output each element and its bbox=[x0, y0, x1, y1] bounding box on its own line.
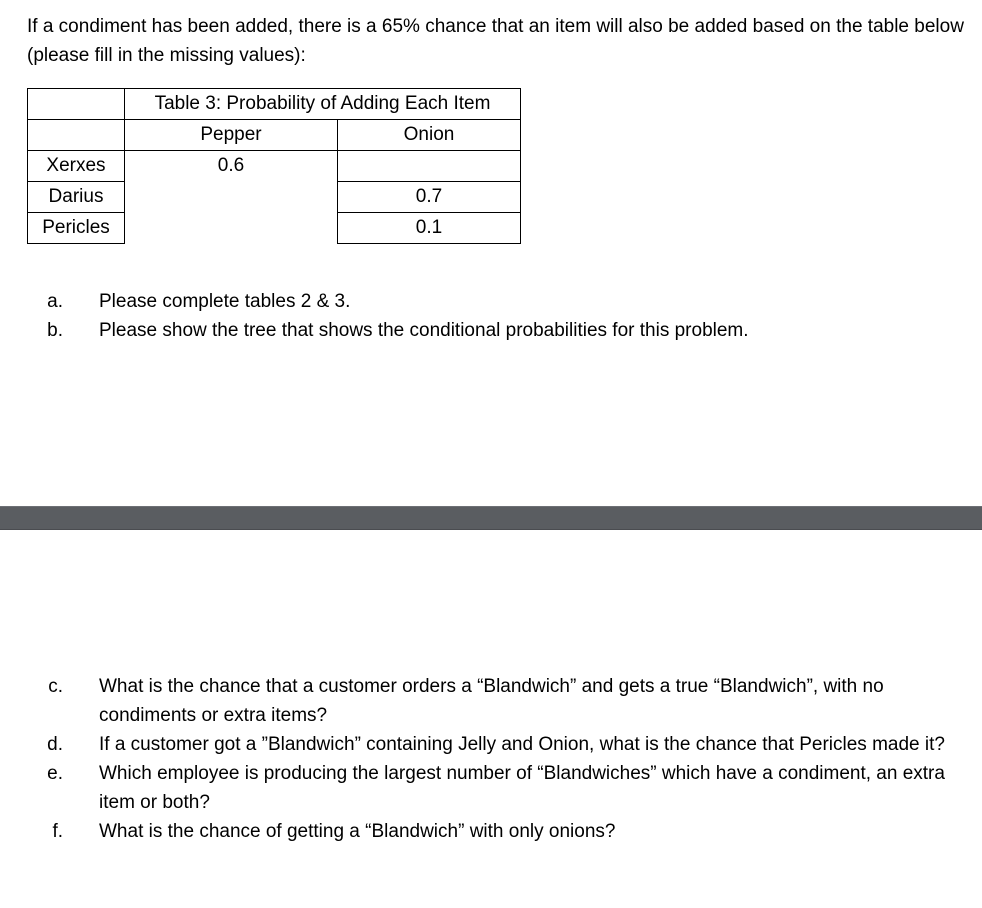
cell-xerxes-onion bbox=[338, 151, 521, 182]
row-label-xerxes: Xerxes bbox=[28, 151, 125, 182]
header-onion: Onion bbox=[338, 120, 521, 151]
questions-cf-list bbox=[0, 672, 960, 846]
table-header-blank bbox=[28, 120, 125, 151]
cell-pericles-onion: 0.1 bbox=[338, 213, 521, 244]
cell-darius-pepper bbox=[125, 182, 338, 213]
question-text: What is the chance of getting a “Blandwich” with only onions? bbox=[99, 821, 616, 842]
list-item bbox=[0, 316, 749, 345]
question-text: What is the chance that a customer orders a “Blandwich” and gets a true “Blandwich”, with no condiments or extra items? bbox=[99, 676, 884, 726]
question-text: Which employee is producing the largest number of “Blandwiches” which have a condiment, an extra item or both? bbox=[99, 763, 945, 813]
probability-table bbox=[27, 88, 521, 244]
list-marker: e. bbox=[47, 763, 63, 784]
table-corner-cell bbox=[28, 89, 125, 120]
table-header-row bbox=[28, 120, 521, 151]
list-item bbox=[0, 287, 749, 316]
list-item bbox=[0, 730, 960, 759]
cell-pericles-pepper bbox=[125, 213, 338, 244]
table-row bbox=[28, 213, 521, 244]
list-marker: b. bbox=[47, 320, 63, 341]
cell-xerxes-pepper: 0.6 bbox=[217, 155, 245, 177]
table-title: Table 3: Probability of Adding Each Item bbox=[125, 89, 521, 120]
list-item bbox=[0, 759, 960, 817]
list-item bbox=[0, 817, 960, 846]
questions-ab-list bbox=[0, 287, 749, 345]
header-pepper: Pepper bbox=[125, 120, 338, 151]
page-divider-bar bbox=[0, 506, 982, 530]
list-marker: c. bbox=[48, 676, 63, 697]
intro-paragraph: If a condiment has been added, there is a 65% chance that an item will also be added based on the table below (please fill in the missing values): bbox=[27, 16, 964, 66]
question-text: Please complete tables 2 & 3. bbox=[99, 291, 351, 312]
list-marker: f. bbox=[52, 821, 63, 842]
question-text: If a customer got a ”Blandwich” containing Jelly and Onion, what is the chance that Pericles made it? bbox=[99, 734, 945, 755]
list-item bbox=[0, 672, 960, 730]
row-label-pericles: Pericles bbox=[28, 213, 125, 244]
cell-darius-onion: 0.7 bbox=[338, 182, 521, 213]
table-row bbox=[28, 151, 521, 182]
row-label-darius: Darius bbox=[28, 182, 125, 213]
question-text: Please show the tree that shows the conditional probabilities for this problem. bbox=[99, 320, 749, 341]
table-row bbox=[28, 182, 521, 213]
table-title-row bbox=[28, 89, 521, 120]
list-marker: d. bbox=[47, 734, 63, 755]
list-marker: a. bbox=[47, 291, 63, 312]
